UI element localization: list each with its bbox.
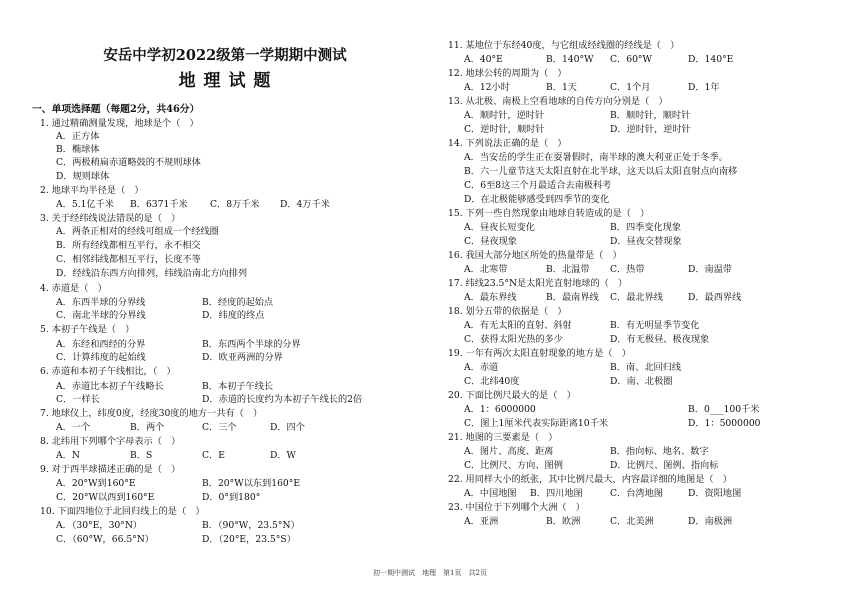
question-line: 11. 某地位于东经40度，与它组成经线圈的经线是（ ） [448,40,680,51]
question-line: 21. 地图的三要素是（ ） [448,432,558,443]
answer-option: A．N [56,450,80,461]
question-line: 4. 赤道是（ ） [40,283,107,294]
answer-option: B．（90°W，23.5°N） [202,520,300,531]
answer-option: D．4万千米 [280,199,330,210]
answer-option: B．顺时针，顺时针 [610,110,691,121]
answer-option: A．40°E [464,54,503,65]
answer-option: A．图片、高度、距离 [464,446,554,457]
answer-option: A．东西半球的分界线 [56,297,146,308]
answer-option: D．南极洲 [688,516,733,527]
answer-option: C．比例尺、方向、图例 [464,460,563,471]
answer-option: A．中国地图 [464,488,517,499]
question-line: A．两条正相对的经线可组成一个经线圈 [56,226,219,237]
answer-option: D．1年 [688,82,720,93]
answer-option: C．热带 [610,264,645,275]
question-line: 14. 下列说法正确的是（ ） [448,138,567,149]
answer-option: B．1天 [546,82,577,93]
answer-option: B．140°W [546,54,594,65]
answer-option: C．获得太阳光热的多少 [464,334,563,345]
question-line: 18. 划分五带的依据是（ ） [448,306,567,317]
answer-option: A．东经和西经的分界 [56,339,146,350]
question-line: D．在北极能够感受到四季节的变化 [464,194,610,205]
question-line: 12. 地球公转的周期为（ ） [448,68,567,79]
answer-option: C．E [202,450,225,461]
question-line: 13. 从北极、南极上空看地球的自传方向分别是（ ） [448,96,668,107]
answer-option: D．1：5000000 [688,418,761,429]
question-line: 7. 地球仪上，纬度0度，经度30度的地方一共有（ ） [40,408,263,419]
answer-option: B．6371千米 [130,199,188,210]
answer-option: C．一样长 [56,394,100,405]
answer-option: B．四季变化现象 [610,222,682,233]
answer-option: C．北纬40度 [464,376,520,387]
answer-option: B．S [130,450,153,461]
answer-option: A．1：6000000 [464,404,536,415]
answer-option: B．20°W以东到160°E [202,478,301,489]
question-line: 19. 一年有两次太阳直射现象的地方是（ ） [448,348,631,359]
answer-option: D．0°到180° [202,492,261,503]
question-line: 15. 下列一些自然现象由地球自转造成的是（ ） [448,208,650,219]
question-line: 9. 对于西半球描述正确的是（ ） [40,464,181,475]
answer-option: C．三个 [202,422,237,433]
answer-option: B．最南界线 [546,292,599,303]
answer-option: C．昼夜现象 [464,236,517,247]
answer-option: A．昼夜长短变化 [464,222,535,233]
answer-option: C．南北半球的分界线 [56,310,146,321]
answer-option: B．四川地图 [530,488,583,499]
question-line: A．当安岳的学生正在耍暑假时，南半球的澳大利亚正处于冬季。 [464,152,728,163]
answer-option: B．东西两个半球的分界 [202,339,301,350]
answer-option: A．顺时针，逆时针 [464,110,545,121]
question-line: D．经线沿东西方向排列，纬线沿南北方向排列 [56,268,248,279]
answer-option: D．（20°E，23.5°S） [202,534,296,545]
question-line: 3. 关于经纬线说法错误的是（ ） [40,213,181,224]
answer-option: A．赤道 [464,362,499,373]
question-line: 1. 通过精确测量发现，地球是个（ ） [40,118,199,129]
exam-title: 安岳中学初2022级第一学期期中测试 [103,47,347,64]
question-line: 22. 用同样大小的纸张，其中比例尺最大，内容最详细的地图是（ ） [448,474,732,485]
page-footer: 初一期中测试 地理 第1页 共2页 [373,569,487,577]
answer-option: B．经度的起始点 [202,297,274,308]
answer-option: B．本初子午线长 [202,381,274,392]
answer-option: C．北美洲 [610,516,654,527]
answer-option: D．最西界线 [688,292,742,303]
section-heading: 一、单项选择题（每题2分，共46分） [32,104,200,115]
question-line: 5. 本初子午线是（ ） [40,324,135,335]
question-line: B．椭球体 [56,144,100,155]
answer-option: C．逆时针，顺时针 [464,124,545,135]
answer-option: B．有无明显季节变化 [610,320,700,331]
question-line: C．相邻纬线都相互平行，长度不等 [56,254,201,265]
answer-option: A．北寒带 [464,264,508,275]
question-line: B．六一儿童节这天太阳直射在北半球，这天以后太阳直射点向南移 [464,166,738,177]
question-line: A．正方体 [56,131,100,142]
answer-option: B．0___100千米 [688,404,760,415]
answer-option: D．逆时针，逆时针 [610,124,691,135]
answer-option: C．（60°W，66.5°N） [56,534,154,545]
answer-option: D．昼夜交替现象 [610,236,682,247]
answer-option: A．亚洲 [464,516,499,527]
question-line: C．两极稍扁赤道略鼓的不规则球体 [56,157,201,168]
question-line: 17. 纬线23.5°N是太阳光直射地球的（ ） [448,278,628,289]
answer-option: C．1个月 [610,82,651,93]
exam-subtitle: 地 理 试 题 [178,71,272,91]
answer-option: A．最东界线 [464,292,517,303]
answer-option: C．最北界线 [610,292,663,303]
answer-option: C．计算纬度的起始线 [56,352,146,363]
answer-option: D．四个 [270,422,305,433]
answer-option: C．8万千米 [210,199,260,210]
answer-option: B．南、北回归线 [610,362,682,373]
answer-option: A．5.1亿千米 [56,199,114,210]
answer-option: D．南温带 [688,264,733,275]
question-line: 6. 赤道和本初子午线相比，（ ） [40,366,176,377]
question-line: 23. 中国位于下列哪个大洲（ ） [448,502,585,513]
answer-option: A．（30°E，30°N） [56,520,143,531]
question-line: 10. 下面四地位于北回归线上的是（ ） [40,506,205,517]
answer-option: C．图上1厘米代表实际距离10千米 [464,418,609,429]
answer-option: C．20°W以西到160°E [56,492,155,503]
answer-option: A．赤道比本初子午线略长 [56,381,164,392]
answer-option: A．有无太阳的直射、斜射 [464,320,572,331]
answer-option: D．资阳地图 [688,488,742,499]
question-line: B．所有经线都相互平行，永不相交 [56,240,201,251]
answer-option: D．比例尺、图例、指向标 [610,460,719,471]
answer-option: B．欧洲 [546,516,581,527]
answer-option: D．南、北极圈 [610,376,673,387]
answer-option: D．欧亚两洲的分界 [202,352,283,363]
answer-option: D．赤道的长度约为本初子午线长的2倍 [202,394,363,405]
answer-option: D．纬度的终点 [202,310,265,321]
answer-option: B．两个 [130,422,165,433]
answer-option: D．140°E [688,54,734,65]
question-line: D．规则球体 [56,171,110,182]
question-line: 16. 我国大部分地区所处的热量带是（ ） [448,250,622,261]
answer-option: C．台湾地图 [610,488,663,499]
answer-option: B．北温带 [546,264,590,275]
question-line: C．6至8这三个月最适合去南极科考 [464,180,612,191]
answer-option: D．W [270,450,296,461]
answer-option: B．指向标、地名、数字 [610,446,709,457]
answer-option: A．一个 [56,422,91,433]
answer-option: D．有无极昼、极夜现象 [610,334,710,345]
question-line: 20. 下面比例尺最大的是（ ） [448,390,576,401]
question-line: 8. 北纬用下列哪个字母表示（ ） [40,436,181,447]
answer-option: A．20°W到160°E [56,478,136,489]
answer-option: A．12小时 [464,82,510,93]
answer-option: C．60°W [610,54,652,65]
question-line: 2. 地球平均半径是（ ） [40,185,144,196]
